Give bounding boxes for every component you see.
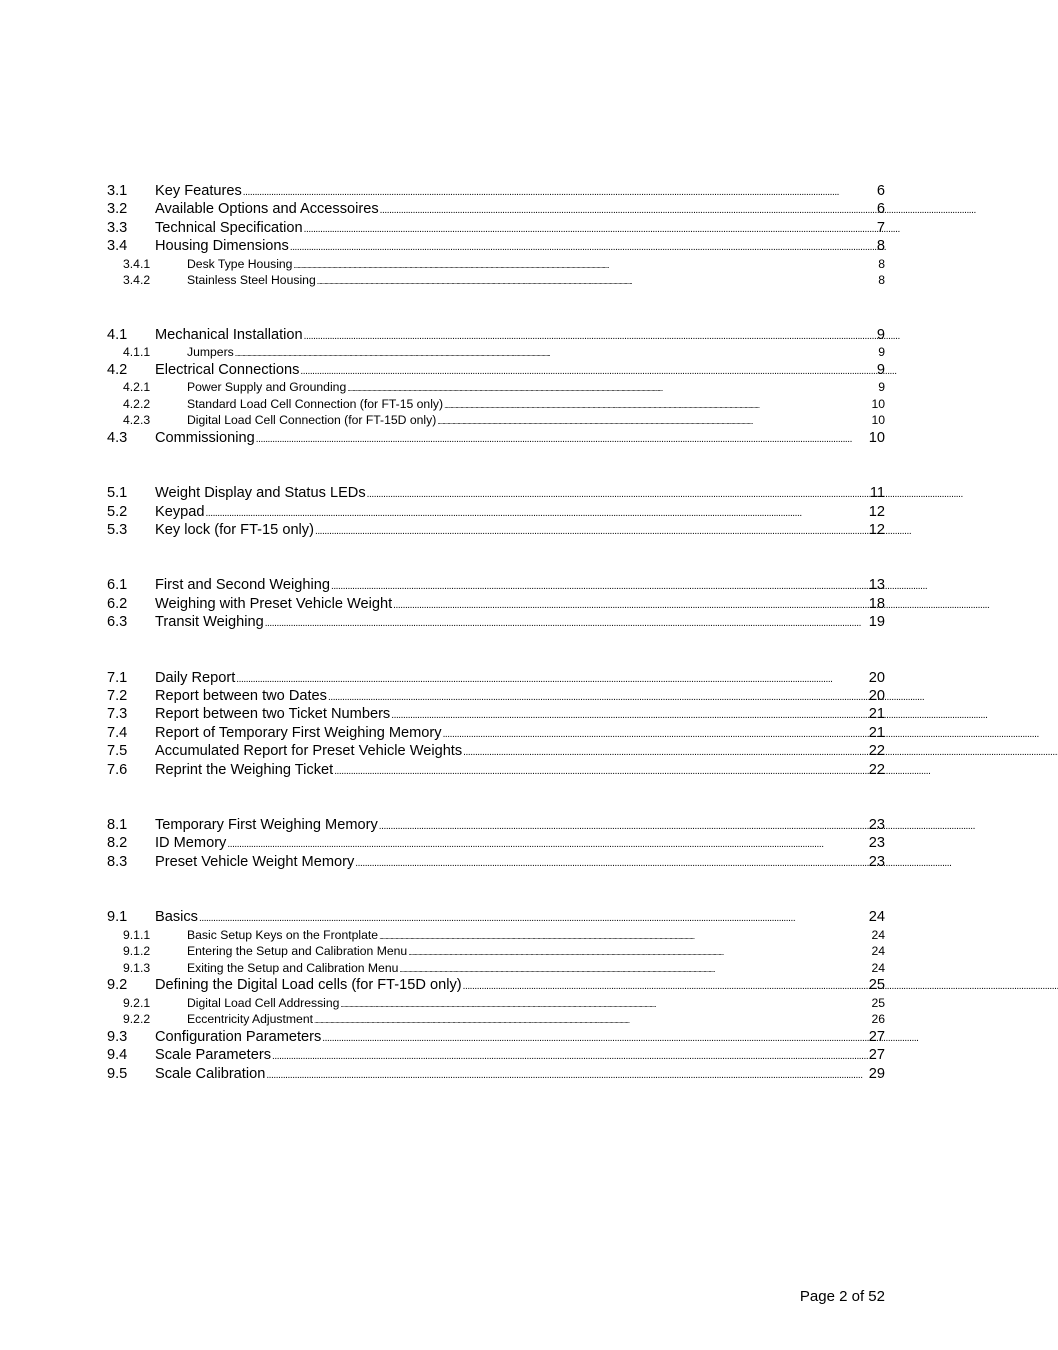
toc-entry-page: 23 [868, 835, 885, 852]
toc-entry-number: 9.1.1 [123, 927, 151, 942]
toc-entry-title: Basic Setup Keys on the Frontplate [187, 927, 379, 942]
toc-entry-page: 12 [868, 503, 885, 520]
toc-entry-title: Digital Load Cell Connection (for FT-15D only) [187, 413, 437, 428]
toc-entry-title: Scale Parameters [155, 1047, 271, 1064]
toc-dot-leader [304, 328, 876, 346]
toc-entry-page: 11 [869, 485, 885, 502]
toc-entry-number: 7.2 [107, 688, 128, 705]
toc-entry-number: 5.3 [107, 522, 128, 539]
toc-entry-number: 8.3 [107, 853, 128, 870]
toc-dot-leader [304, 221, 876, 239]
toc-entry[interactable] [107, 834, 885, 852]
toc-entry-title: Entering the Setup and Calibration Menu [187, 944, 408, 959]
toc-entry-number: 7.6 [107, 761, 128, 778]
toc-dot-leader [379, 818, 868, 836]
toc-dot-leader [393, 597, 868, 615]
toc-entry-number: 8.1 [107, 816, 128, 833]
toc-entry-page: 8 [878, 256, 885, 271]
toc-entry-title: Electrical Connections [155, 361, 300, 378]
toc-dot-leader [334, 763, 868, 781]
toc-entry-number: 6.3 [107, 614, 128, 631]
toc-entry[interactable] [107, 724, 885, 742]
toc-entry-title: Eccentricity Adjustment [187, 1012, 313, 1027]
toc-entry-page: 29 [868, 1065, 885, 1082]
toc-entry-title: Standard Load Cell Connection (for FT-15 only) [187, 396, 444, 411]
toc-entry[interactable] [107, 576, 885, 594]
toc-dot-leader [444, 398, 870, 415]
toc-entry-number: 9.4 [107, 1047, 128, 1064]
toc-subentry[interactable] [107, 256, 885, 273]
toc-subentry[interactable] [107, 344, 885, 361]
toc-dot-leader [322, 1030, 867, 1048]
toc-entry[interactable] [107, 182, 885, 200]
toc-entry-title: Key Features [155, 183, 242, 199]
toc-entry-number: 9.2 [107, 977, 128, 994]
toc-entry-title: Scale Calibration [155, 1065, 266, 1082]
toc-entry-number: 4.2 [107, 361, 128, 378]
toc-dot-leader [379, 929, 870, 946]
toc-entry-page: 8 [876, 238, 885, 255]
toc-dot-leader [315, 523, 868, 541]
toc-subentry[interactable] [107, 943, 885, 960]
toc-entry-number: 3.4 [107, 238, 128, 255]
toc-entry[interactable] [107, 361, 885, 379]
toc-dot-leader [300, 363, 875, 381]
toc-entry-number: 9.1.2 [123, 944, 151, 959]
toc-entry-title: Exiting the Setup and Calibration Menu [187, 960, 399, 975]
toc-section-group [107, 576, 885, 631]
toc-entry[interactable] [107, 687, 885, 705]
toc-entry-number: 7.5 [107, 743, 128, 760]
toc-dot-leader [317, 274, 878, 291]
toc-entry-title: Basics [155, 909, 198, 926]
toc-entry-page: 24 [871, 960, 885, 975]
toc-dot-leader [380, 202, 876, 220]
toc-entry-number: 4.3 [107, 429, 128, 446]
toc-entry[interactable] [107, 521, 885, 539]
toc-entry-page: 9 [878, 380, 885, 395]
toc-entry-number: 8.2 [107, 835, 128, 852]
toc-entry-page: 22 [868, 761, 885, 778]
toc-entry-page: 23 [868, 816, 885, 833]
toc-dot-leader [437, 414, 870, 431]
toc-entry-number: 7.4 [107, 724, 128, 741]
toc-dot-leader [314, 1013, 870, 1030]
toc-entry[interactable] [107, 200, 885, 218]
toc-dot-leader [235, 346, 877, 363]
toc-entry[interactable] [107, 1065, 885, 1083]
toc-entry-page: 18 [868, 595, 885, 612]
toc-entry-number: 3.4.2 [123, 273, 151, 288]
toc-entry-page: 8 [878, 273, 885, 288]
toc-entry-page: 10 [871, 413, 885, 428]
toc-subentry[interactable] [107, 396, 885, 413]
toc-entry-number: 6.1 [107, 577, 128, 594]
toc-dot-leader [272, 1048, 868, 1066]
toc-entry-title: Power Supply and Grounding [187, 380, 347, 395]
toc-entry-number: 9.3 [107, 1028, 128, 1045]
toc-entry-title: Jumpers [187, 345, 234, 360]
toc-entry-number: 5.2 [107, 503, 128, 520]
toc-entry-number: 4.1.1 [123, 345, 151, 360]
toc-entry-title: Daily Report [155, 669, 236, 686]
toc-entry[interactable] [107, 219, 885, 237]
toc-entry-title: Housing Dimensions [155, 238, 289, 255]
toc-entry-number: 9.2.2 [123, 1012, 151, 1027]
toc-entry-title: Preset Vehicle Weight Memory [155, 853, 355, 870]
toc-entry-page: 24 [868, 909, 885, 926]
toc-entry-title: Report of Temporary First Weighing Memory [155, 724, 442, 741]
toc-entry[interactable] [107, 429, 885, 447]
toc-entry[interactable] [107, 908, 885, 926]
toc-entry-title: Defining the Digital Load cells (for FT-15D only) [155, 977, 462, 994]
toc-entry-page: 7 [876, 219, 885, 236]
toc-dot-leader [391, 707, 868, 725]
toc-section-group [107, 669, 885, 779]
toc-entry-title: Report between two Ticket Numbers [155, 706, 391, 723]
toc-entry[interactable] [107, 705, 885, 723]
page-number-footer: Page 2 of 52 [799, 1288, 885, 1305]
toc-entry-number: 3.1 [107, 183, 128, 199]
toc-dot-leader [265, 615, 868, 633]
toc-entry[interactable] [107, 1046, 885, 1064]
toc-entry-page: 23 [868, 853, 885, 870]
toc-entry-page: 22 [868, 743, 885, 760]
toc-dot-leader [328, 689, 868, 707]
toc-entry-page: 20 [868, 669, 885, 686]
toc-entry-title: Transit Weighing [155, 614, 264, 631]
toc-subentry[interactable] [107, 379, 885, 396]
toc-entry-title: Desk Type Housing [187, 256, 293, 271]
toc-entry[interactable] [107, 816, 885, 834]
toc-dot-leader [408, 945, 870, 962]
toc-dot-leader [399, 962, 870, 979]
toc-entry-number: 4.1 [107, 326, 128, 343]
toc-entry-title: Reprint the Weighing Ticket [155, 761, 334, 778]
toc-entry-page: 27 [868, 1047, 885, 1064]
toc-entry-number: 3.4.1 [123, 256, 151, 271]
toc-entry[interactable] [107, 326, 885, 344]
toc-entry-page: 10 [868, 429, 885, 446]
toc-entry-page: 24 [871, 927, 885, 942]
toc-section-group [107, 816, 885, 871]
toc-entry-number: 7.1 [107, 669, 128, 686]
toc-entry-title: Available Options and Accessoires [155, 201, 379, 218]
toc-entry-title: Stainless Steel Housing [187, 273, 316, 288]
toc-entry[interactable] [107, 503, 885, 521]
toc-subentry[interactable] [107, 272, 885, 289]
toc-entry[interactable] [107, 237, 885, 255]
toc-entry-number: 7.3 [107, 706, 128, 723]
toc-entry-title: First and Second Weighing [155, 577, 330, 594]
toc-entry-title: Temporary First Weighing Memory [155, 816, 378, 833]
toc-entry-title: Keypad [155, 503, 205, 520]
toc-dot-leader [290, 239, 876, 257]
toc-entry-title: Weight Display and Status LEDs [155, 485, 366, 502]
toc-subentry[interactable] [107, 927, 885, 944]
toc-entry-number: 9.5 [107, 1065, 128, 1082]
toc-entry-page: 21 [868, 706, 885, 723]
toc-entry-number: 4.2.1 [123, 380, 151, 395]
toc-entry-title: ID Memory [155, 835, 227, 852]
toc-entry-title: Weighing with Preset Vehicle Weight [155, 595, 393, 612]
toc-entry-number: 9.2.1 [123, 995, 151, 1010]
toc-entry-page: 26 [871, 1012, 885, 1027]
toc-entry[interactable] [107, 1028, 885, 1046]
toc-entry-page: 9 [876, 326, 885, 343]
toc-entry-number: 9.1 [107, 909, 128, 926]
toc-dot-leader [340, 997, 870, 1014]
toc-entry-number: 3.3 [107, 219, 128, 236]
toc-entry-title: Report between two Dates [155, 688, 327, 705]
toc-entry-number: 4.2.2 [123, 396, 151, 411]
table-of-contents [107, 182, 885, 1083]
toc-entry-page: 25 [871, 995, 885, 1010]
toc-subentry[interactable] [107, 995, 885, 1012]
toc-dot-leader [331, 578, 868, 596]
toc-section-group [107, 182, 885, 289]
toc-entry[interactable] [107, 613, 885, 631]
toc-entry-title: Mechanical Installation [155, 326, 303, 343]
toc-entry[interactable] [107, 853, 885, 871]
toc-dot-leader [293, 258, 877, 275]
toc-entry-number: 6.2 [107, 595, 128, 612]
toc-entry-page: 27 [868, 1028, 885, 1045]
toc-subentry[interactable] [107, 1011, 885, 1028]
toc-dot-leader [256, 431, 868, 449]
toc-dot-leader [367, 486, 869, 504]
toc-entry-page: 9 [878, 345, 885, 360]
toc-entry-page: 13 [868, 577, 885, 594]
toc-entry-title: Technical Specification [155, 219, 303, 236]
toc-dot-leader [463, 744, 868, 762]
toc-entry-title: Key lock (for FT-15 only) [155, 522, 314, 539]
toc-entry-page: 6 [876, 183, 885, 199]
toc-dot-leader [266, 1067, 867, 1085]
toc-entry-page: 25 [868, 977, 885, 994]
toc-entry-title: Digital Load Cell Addressing [187, 995, 340, 1010]
toc-section-group [107, 908, 885, 1083]
toc-entry-number: 3.2 [107, 201, 128, 218]
toc-entry-page: 6 [876, 201, 885, 218]
toc-entry-number: 9.1.3 [123, 960, 151, 975]
toc-entry-number: 5.1 [107, 485, 128, 502]
toc-dot-leader [443, 726, 868, 744]
toc-entry[interactable] [107, 669, 885, 687]
toc-entry-page: 24 [871, 944, 885, 959]
toc-entry-title: Commissioning [155, 429, 255, 446]
toc-entry-page: 19 [868, 614, 885, 631]
toc-section-group [107, 484, 885, 539]
toc-entry-page: 20 [868, 688, 885, 705]
toc-entry[interactable] [107, 976, 885, 994]
toc-entry-page: 21 [868, 724, 885, 741]
toc-dot-leader [355, 855, 868, 873]
toc-entry[interactable] [107, 742, 885, 760]
toc-subentry[interactable] [107, 412, 885, 429]
toc-dot-leader [463, 978, 868, 996]
toc-entry-title: Accumulated Report for Preset Vehicle Weights [155, 743, 463, 760]
toc-entry-page: 9 [876, 361, 885, 378]
toc-entry-title: Configuration Parameters [155, 1028, 322, 1045]
toc-section-group [107, 326, 885, 448]
toc-entry-page: 12 [868, 522, 885, 539]
toc-entry-number: 4.2.3 [123, 413, 151, 428]
toc-entry[interactable] [107, 761, 885, 779]
toc-entry-page: 10 [871, 396, 885, 411]
toc-entry[interactable] [107, 595, 885, 613]
toc-dot-leader [236, 671, 867, 689]
toc-entry[interactable] [107, 484, 885, 502]
toc-subentry[interactable] [107, 960, 885, 977]
